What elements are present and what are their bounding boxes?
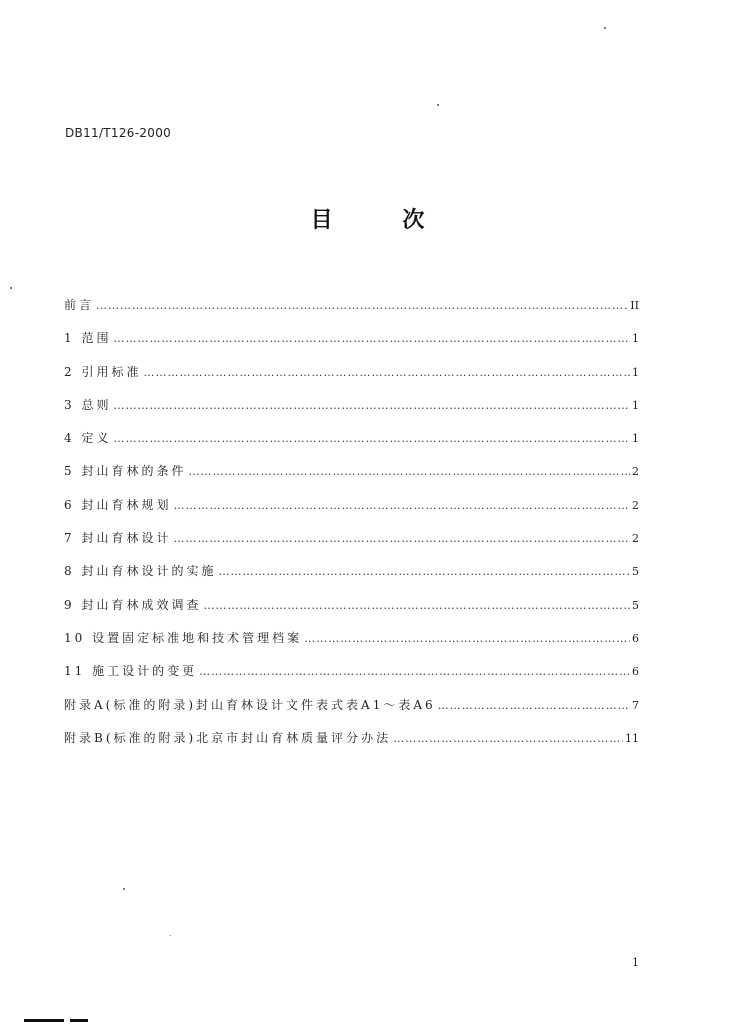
toc-entry-label: 7 封山育林设计 [64,531,172,546]
toc-entry-page: 1 [632,332,639,346]
toc-entry-page: II [630,299,639,312]
toc-entry-foreword[interactable] [64,296,639,329]
toc-entry-label: 3 总则 [64,397,112,412]
toc-dot-leader [393,732,623,745]
toc-entry-1[interactable] [64,329,639,362]
toc-entry-page: 6 [632,631,639,645]
toc-entry-7[interactable] [64,529,639,562]
toc-entry-page: 2 [632,498,639,512]
toc-entry-page: 6 [632,665,639,679]
toc-entry-page: 11 [625,731,639,745]
toc-dot-leader [218,565,630,578]
toc-dot-leader [199,665,630,678]
toc-entry-page: 1 [632,432,639,446]
toc-entry-11[interactable] [64,662,639,695]
toc-entry-3[interactable] [64,396,639,429]
toc-entry-appendix-a[interactable] [64,696,639,729]
toc-entry-4[interactable] [64,429,639,462]
toc-dot-leader [173,532,630,545]
toc-dot-leader [438,699,630,712]
toc-entry-page: 5 [632,598,639,612]
toc-entry-2[interactable] [64,363,639,396]
document-code: DB11/T126-2000 [65,126,172,140]
toc-entry-appendix-b[interactable] [64,729,639,762]
scan-edge-mark [24,1019,64,1022]
toc-entry-page: 2 [632,532,639,546]
toc-entry-10[interactable] [64,629,639,662]
toc-entry-label: 5 封山育林的条件 [64,464,187,479]
scan-speck [10,287,12,289]
toc-entry-label: 11 施工设计的变更 [64,664,198,679]
toc-entry-6[interactable] [64,496,639,529]
toc-dot-leader [203,599,630,612]
scan-speck [170,935,171,936]
toc-entry-label: 1 范围 [64,331,112,346]
scan-speck [437,104,439,106]
toc-entry-label: 6 封山育林规划 [64,497,172,512]
toc-entry-label: 9 封山育林成效调查 [64,597,202,612]
toc-entry-5[interactable] [64,462,639,495]
toc-dot-leader [96,299,628,312]
table-of-contents [64,296,639,762]
toc-entry-page: 1 [632,365,639,379]
toc-dot-leader [143,366,630,379]
toc-dot-leader [173,499,630,512]
toc-entry-page: 1 [632,398,639,412]
toc-entry-page: 5 [632,565,639,579]
toc-entry-label: 前言 [64,298,95,312]
toc-entry-label: 4 定义 [64,431,112,446]
page-title-part-2: 次 [402,208,425,233]
toc-entry-label: 8 封山育林设计的实施 [64,564,217,579]
toc-entry-label: 10 设置固定标准地和技术管理档案 [64,630,303,645]
toc-dot-leader [113,399,630,412]
toc-dot-leader [113,432,630,445]
scan-edge-mark [70,1019,88,1022]
scan-speck [604,27,606,29]
toc-entry-label: 附录A(标准的附录)封山育林设计文件表式表A1～表A6 [64,697,436,712]
page-number: 1 [632,956,639,969]
toc-dot-leader [188,465,630,478]
page-title [0,203,735,234]
toc-entry-8[interactable] [64,562,639,595]
toc-entry-9[interactable] [64,596,639,629]
toc-dot-leader [304,632,630,645]
page-title-part-1: 目 [310,208,333,233]
scan-speck [123,888,125,890]
toc-entry-label: 附录B(标准的附录)北京市封山育林质量评分办法 [64,730,392,745]
toc-entry-page: 2 [632,465,639,479]
toc-dot-leader [113,332,630,345]
toc-entry-page: 7 [632,698,639,712]
toc-entry-label: 2 引用标准 [64,364,142,379]
